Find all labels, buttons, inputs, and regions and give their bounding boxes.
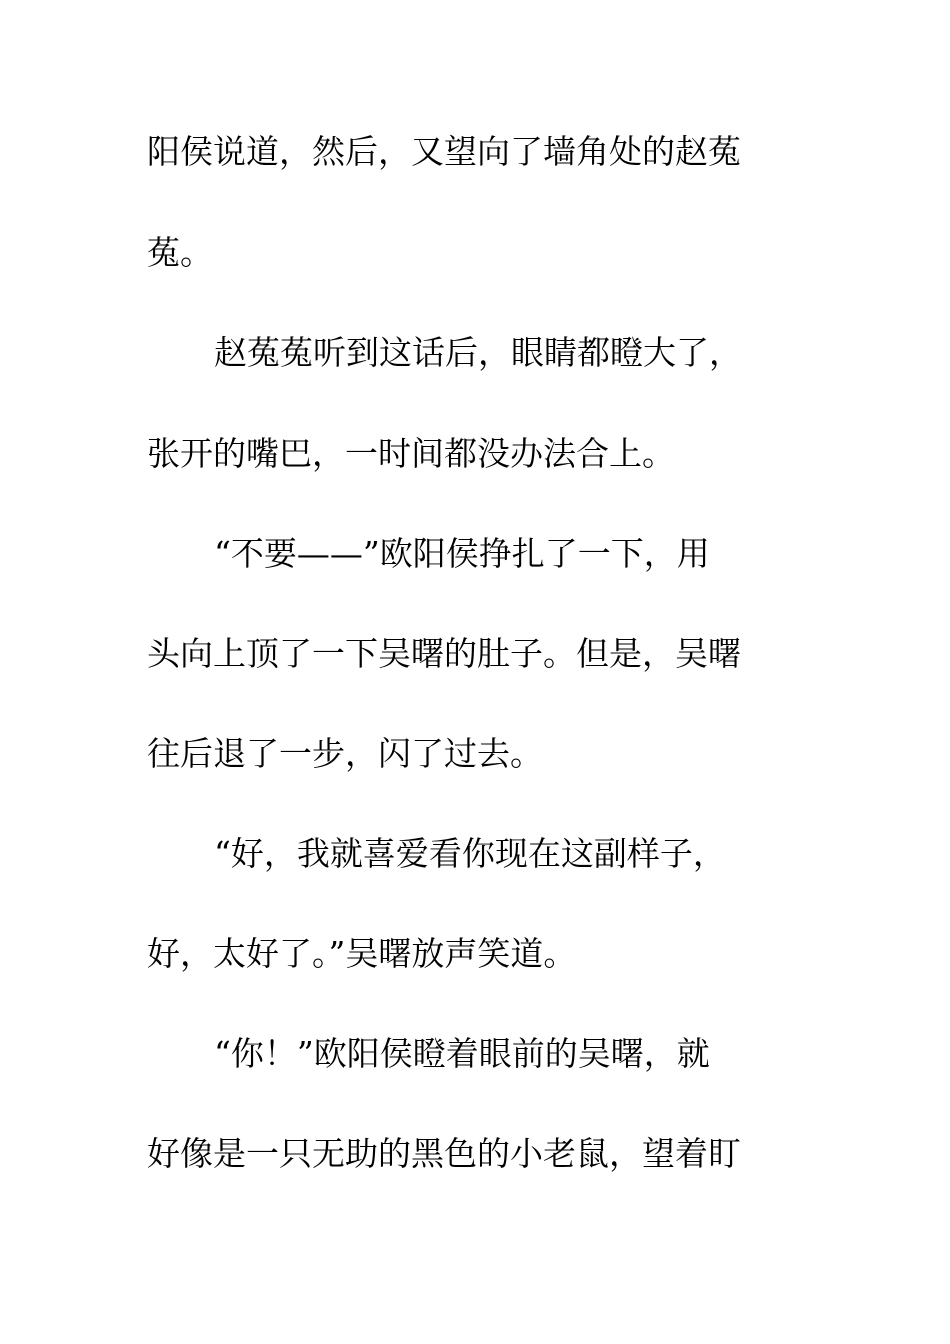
paragraph-start-line: 赵菟菟听到这话后，眼睛都瞪大了， — [214, 333, 742, 372]
text-line: 阳侯说道，然后，又望向了墙角处的赵菟 — [147, 132, 741, 171]
text-line: 头向上顶了一下吴曙的肚子。但是，吴曙 — [147, 634, 741, 673]
text-line: 好，太好了。”吴曙放声笑道。 — [147, 934, 577, 973]
text-line: 往后退了一步，闪了过去。 — [147, 734, 543, 773]
text-line: 菟。 — [147, 233, 213, 272]
paragraph-start-line: “你！”欧阳侯瞪着眼前的吴曙，就 — [214, 1034, 710, 1073]
paragraph-start-line: “不要——”欧阳侯挣扎了一下，用 — [214, 534, 710, 573]
text-line: 张开的嘴巴，一时间都没办法合上。 — [147, 434, 675, 473]
text-line: 好像是一只无助的黑色的小老鼠，望着盯 — [147, 1134, 741, 1173]
paragraph-start-line: “好，我就喜爱看你现在这副样子， — [214, 834, 726, 873]
